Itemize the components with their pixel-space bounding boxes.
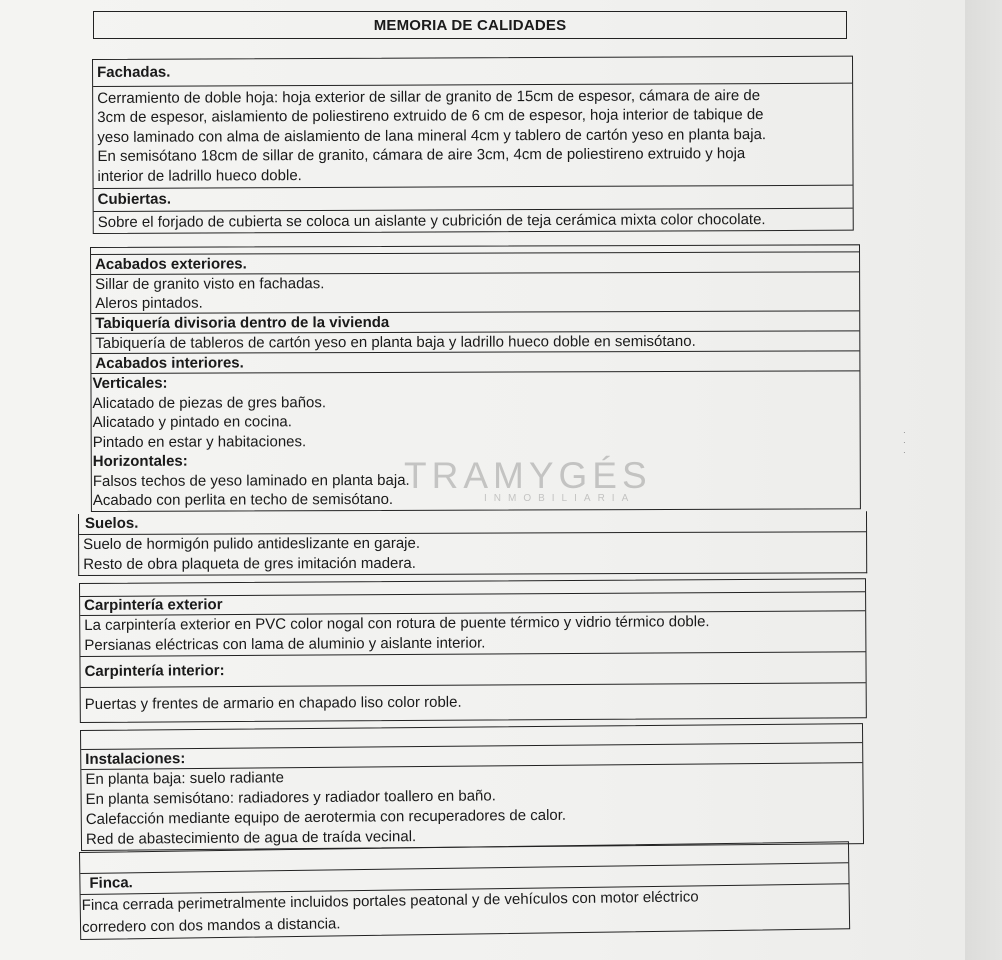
heading-acabados-exteriores: Acabados exteriores.	[91, 252, 859, 275]
fachadas-line: yeso laminado con alma de aislamiento de lana mineral 4cm y tablero de cartón yeso en planta baja.	[97, 125, 767, 146]
heading-instalaciones: Instalaciones:	[81, 743, 862, 770]
heading-cubiertas: Cubiertas.	[94, 186, 853, 212]
verticales-line: Pintado en estar y habitaciones.	[92, 432, 307, 451]
fachadas-line: En semisótano 18cm de sillar de granito, cámara de aire 3cm, 4cm de poliestireno extruido y hoja	[97, 145, 746, 165]
heading-carpinteria-exterior: Carpintería exterior	[80, 592, 865, 616]
carpinteria-exterior-line: Persianas eléctricas con lama de aluminio y aislante interior.	[84, 634, 486, 654]
suelos-line: Resto de obra plaqueta de gres imitación madera.	[83, 554, 416, 573]
verticales-line: Alicatado de piezas de gres baños.	[92, 393, 327, 412]
tabiqueria-text: Tabiquería de tableros de cartón yeso en planta baja y ladrillo hueco doble en semisótano.	[91, 331, 859, 354]
section-fachadas-cubiertas	[92, 56, 854, 234]
heading-tabiqueria: Tabiquería divisoria dentro de la vivienda	[91, 311, 859, 334]
instalaciones-line: Calefacción mediante equipo de aerotermia con recuperadores de calor.	[85, 806, 567, 828]
watermark-brand: TRAMYGÉS	[404, 455, 652, 496]
section-instalaciones	[80, 723, 864, 851]
section-acabados	[90, 244, 861, 511]
acabados-exteriores-line: Sillar de granito visto en fachadas.	[95, 275, 325, 293]
instalaciones-line: En planta baja: suelo radiante	[85, 769, 284, 788]
finca-line: Finca cerrada perimetralmente incluidos portales peatonal y de vehículos con motor eléctrico	[81, 888, 699, 914]
instalaciones-text	[81, 763, 863, 850]
heading-suelos: Suelos.	[79, 511, 866, 535]
verticales-line: Alicatado y pintado en cocina.	[92, 413, 292, 431]
horizontales-line: Acabado con perlita en techo de semisótano.	[92, 490, 394, 509]
heading-acabados-interiores: Acabados interiores.	[91, 351, 859, 374]
horizontales-label: Horizontales:	[92, 452, 188, 470]
fachadas-line: 3cm de espesor, aislamiento de poliestireno extruido de 6 cm de espesor, hoja interior de tabique de	[97, 106, 764, 126]
instalaciones-line: Red de abastecimiento de agua de traída vecinal.	[85, 828, 417, 848]
heading-finca: Finca.	[80, 863, 848, 895]
watermark-tagline: INMOBILIARIA	[484, 493, 636, 504]
paper-marks: · · ·	[903, 428, 906, 457]
verticales-label: Verticales:	[92, 374, 168, 392]
acabados-exteriores-line: Aleros pintados.	[95, 294, 203, 312]
section-finca	[79, 841, 850, 940]
suelos-text	[79, 532, 866, 575]
instalaciones-line: En planta semisótano: radiadores y radiador toallero en baño.	[85, 787, 496, 808]
document-title: MEMORIA DE CALIDADES	[93, 11, 847, 39]
section-carpinteria	[79, 578, 867, 723]
finca-text	[81, 884, 850, 939]
cubiertas-text: Sobre el forjado de cubierta se coloca un aislante y cubrición de teja cerámica mixta color chocolate.	[97, 210, 766, 231]
acabados-exteriores-text	[91, 272, 859, 314]
finca-line: corredero con dos mandos a distancia.	[81, 915, 341, 936]
fachadas-line: Cerramiento de doble hoja: hoja exterior de sillar de granito de 15cm de espesor, cámara de aire de	[97, 86, 761, 107]
carpinteria-exterior-text	[80, 611, 865, 657]
fachadas-line: interior de ladrillo hueco doble.	[97, 166, 302, 185]
horizontales-line: Falsos techos de yeso laminado en planta baja.	[92, 471, 410, 490]
carpinteria-interior-text: Puertas y frentes de armario en chapado liso color roble.	[84, 693, 462, 713]
heading-fachadas: Fachadas.	[93, 57, 852, 87]
suelos-line: Suelo de hormigón pulido antideslizante en garaje.	[83, 534, 421, 553]
acabados-interiores-text	[88, 371, 859, 510]
heading-carpinteria-interior: Carpintería interior:	[80, 652, 865, 688]
carpinteria-exterior-line: La carpintería exterior en PVC color nogal con rotura de puente térmico y vidrio térmico doble.	[84, 613, 710, 634]
section-suelos	[78, 511, 867, 576]
fachadas-text	[93, 83, 852, 189]
page-shadow	[965, 0, 1002, 960]
